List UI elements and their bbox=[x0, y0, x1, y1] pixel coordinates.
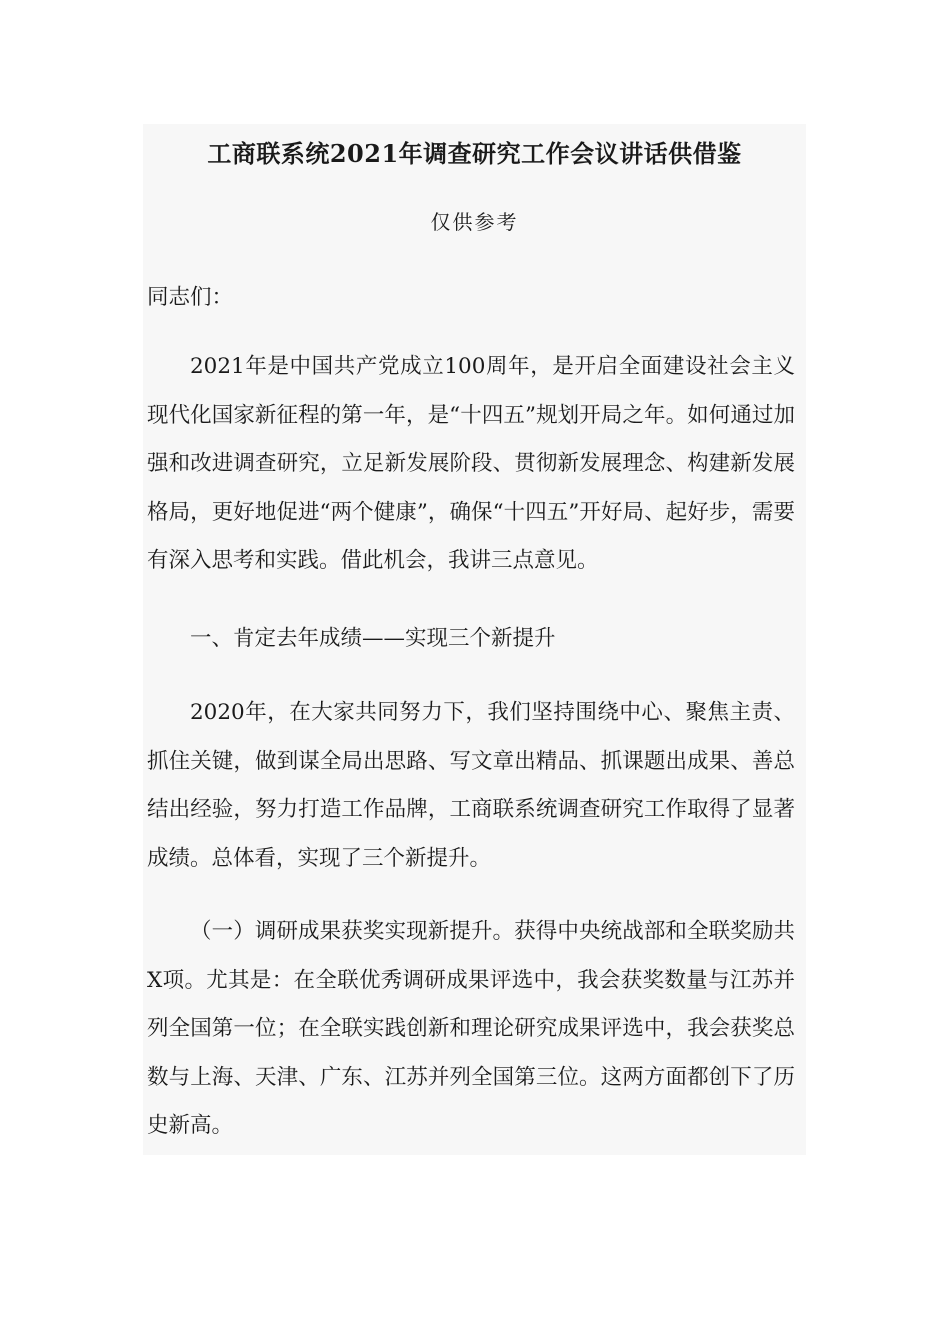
document-page bbox=[143, 124, 806, 1155]
salutation: 同志们： bbox=[147, 285, 234, 310]
paragraph-intro: 2021年是中国共产党成立100周年，是开启全面建设社会主义现代化国家新征程的第一年，是“十四五”规划开局之年。如何通过加强和改进调查研究，立足新发展阶段、贯彻新发展理念、构建新发展格局，更好地促进“两个健康”，确保“十四五”开好局、起好步，需要有深入思考和实践。借此机会，我讲三点意见。 bbox=[147, 354, 796, 574]
section-heading: 一、肯定去年成绩——实现三个新提升 bbox=[190, 626, 556, 651]
document-subtitle: 仅供参考 bbox=[430, 210, 519, 234]
paragraph-awards: （一）调研成果获奖实现新提升。获得中央统战部和全联奖励共X项。尤其是：在全联优秀调研成果评选中，我会获奖数量与江苏并列全国第一位；在全联实践创新和理论研究成果评选中，我会获奖总数与上海、天津、广东、江苏并列全国第三位。这两方面都创下了历史新高。 bbox=[147, 919, 795, 1139]
document-title: 工商联系统2021年调查研究工作会议讲话供借鉴 bbox=[207, 139, 742, 168]
paragraph-achievements: 2020年，在大家共同努力下，我们坚持围绕中心、聚焦主责、抓住关键，做到谋全局出思路、写文章出精品、抓课题出成果、善总结出经验，努力打造工作品牌，工商联系统调查研究工作取得了显著成绩。总体看，实现了三个新提升。 bbox=[147, 700, 795, 871]
